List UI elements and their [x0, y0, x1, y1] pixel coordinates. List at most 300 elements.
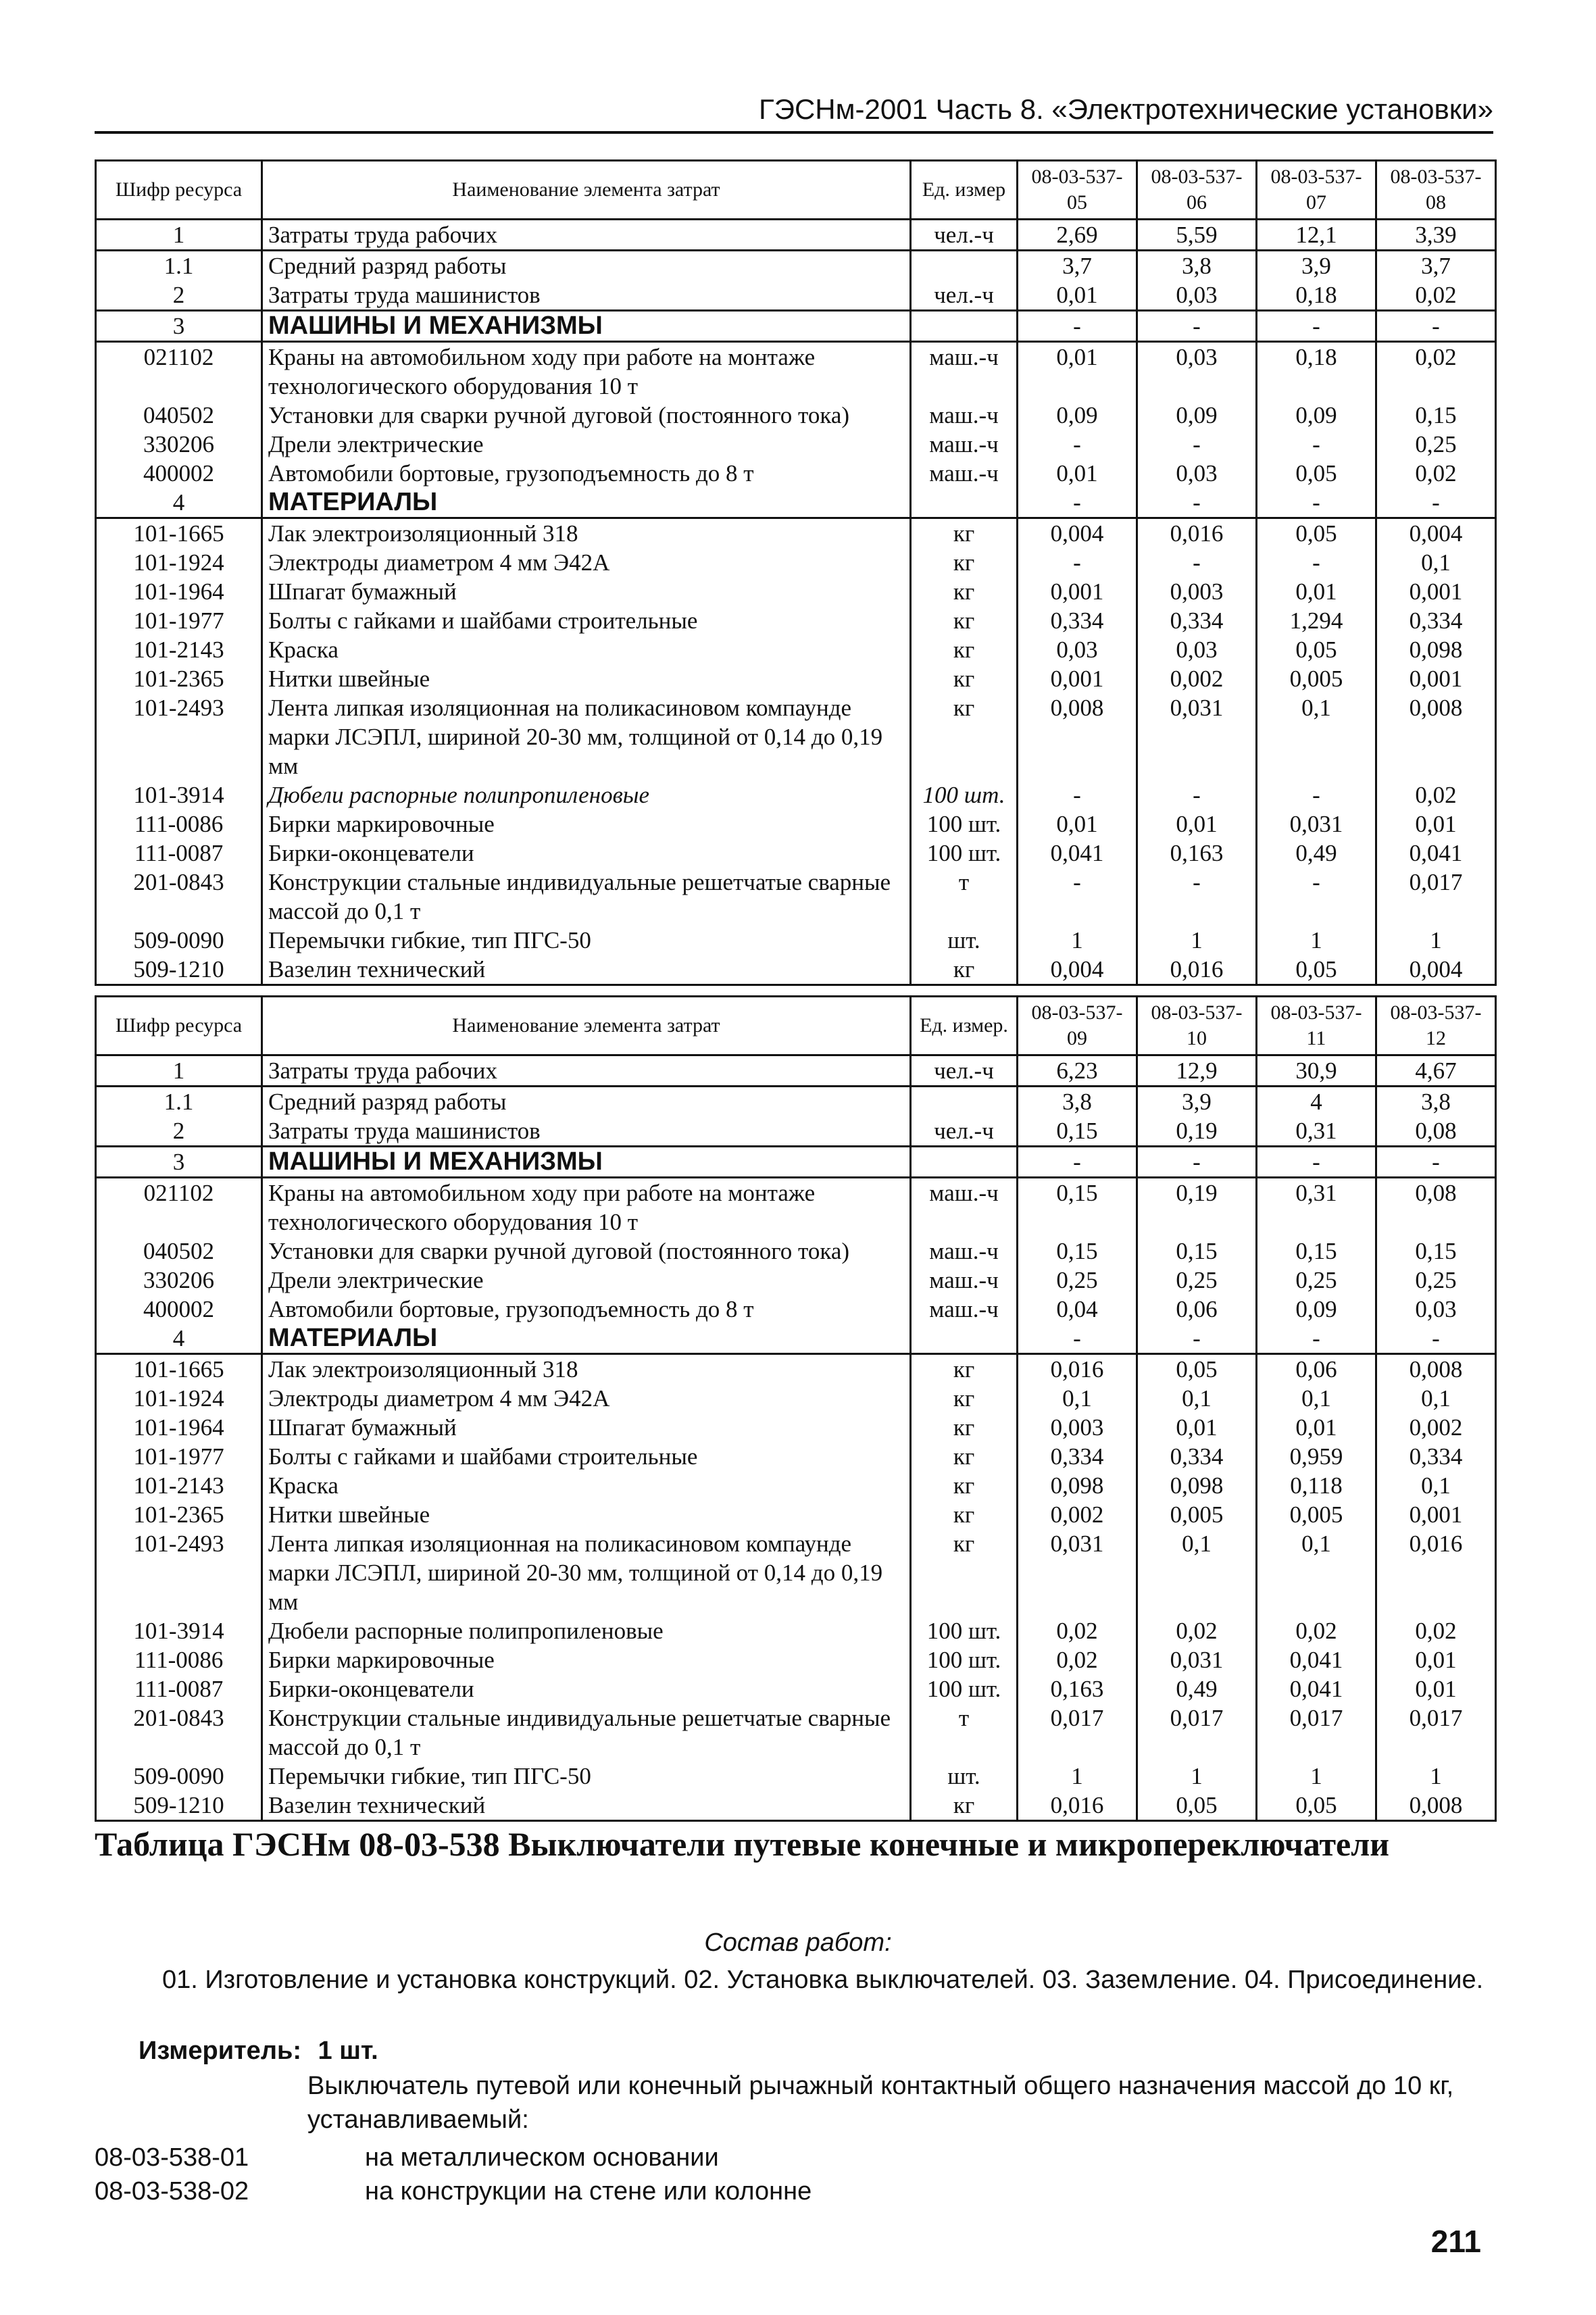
resource-name: Электроды диаметром 4 мм Э42А	[262, 1384, 911, 1413]
resource-name: Лента липкая изоляционная на поликасиновом компаунде марки ЛСЭПЛ, шириной 20-30 мм, толщиной от 0,14 до 0,19 мм	[262, 693, 911, 780]
resource-code: 111-0086	[96, 1645, 262, 1674]
resource-name: Средний разряд работы	[262, 1087, 911, 1117]
header-unit: Ед. измер	[911, 161, 1018, 220]
value-cell: 0,04	[1018, 1295, 1137, 1324]
resource-unit: чел.-ч	[911, 1116, 1018, 1147]
header-col-4: 08-03-537-12	[1376, 997, 1496, 1055]
value-cell: 0,163	[1137, 839, 1257, 868]
value-cell: 0,002	[1137, 664, 1257, 693]
resource-code: 3	[96, 311, 262, 342]
table-row	[96, 577, 1496, 606]
resource-code: 330206	[96, 430, 262, 459]
resource-name: Краны на автомобильном ходу при работе на монтаже технологического оборудования 10 т	[262, 342, 911, 401]
resource-name: Лак электроизоляционный 318	[262, 518, 911, 549]
value-cell: -	[1137, 1324, 1257, 1354]
resource-name: Шпагат бумажный	[262, 577, 911, 606]
header-col-1: 08-03-537-09	[1018, 997, 1137, 1055]
value-cell: 0,02	[1376, 780, 1496, 810]
value-cell: 3,9	[1257, 251, 1376, 281]
value-cell: 0,031	[1137, 1645, 1257, 1674]
value-cell: 0,017	[1018, 1703, 1137, 1762]
header-col-3: 08-03-537-07	[1257, 161, 1376, 220]
value-cell: -	[1257, 868, 1376, 926]
resource-unit: маш.-ч	[911, 459, 1018, 488]
value-cell: 0,18	[1257, 342, 1376, 401]
value-cell: 0,01	[1376, 1645, 1496, 1674]
value-cell: 0,05	[1257, 955, 1376, 985]
header-col-1: 08-03-537-05	[1018, 161, 1137, 220]
resource-unit: 100 шт.	[911, 1616, 1018, 1645]
value-cell: 0,334	[1018, 1442, 1137, 1471]
resource-code: 101-2143	[96, 635, 262, 664]
resource-code: 101-1964	[96, 1413, 262, 1442]
table-row	[96, 1237, 1496, 1266]
resource-unit	[911, 488, 1018, 518]
value-cell: 6,23	[1018, 1055, 1137, 1087]
value-cell: -	[1018, 1324, 1137, 1354]
table-row	[96, 1674, 1496, 1703]
value-cell: 0,041	[1018, 839, 1137, 868]
value-cell: 0,25	[1257, 1266, 1376, 1295]
resource-code: 111-0087	[96, 1674, 262, 1703]
value-cell: -	[1137, 548, 1257, 577]
value-cell: -	[1018, 488, 1137, 518]
resource-unit: кг	[911, 1529, 1018, 1616]
value-cell: 0,118	[1257, 1471, 1376, 1500]
resource-unit: т	[911, 1703, 1018, 1762]
table-row	[96, 1295, 1496, 1324]
value-cell: 0,041	[1376, 839, 1496, 868]
value-cell: 3,8	[1137, 251, 1257, 281]
resource-code: 3	[96, 1147, 262, 1178]
header-col-2: 08-03-537-06	[1137, 161, 1257, 220]
value-cell: 0,03	[1137, 635, 1257, 664]
header-code: Шифр ресурса	[96, 997, 262, 1055]
resource-name: Дрели электрические	[262, 1266, 911, 1295]
table-row	[96, 1116, 1496, 1147]
resource-name: Бирки маркировочные	[262, 810, 911, 839]
resource-code: 040502	[96, 401, 262, 430]
resource-code: 040502	[96, 1237, 262, 1266]
resource-name: Затраты труда рабочих	[262, 220, 911, 251]
value-cell: 4,67	[1376, 1055, 1496, 1087]
value-cell: 0,031	[1018, 1529, 1137, 1616]
value-cell: 0,25	[1376, 430, 1496, 459]
value-cell: -	[1257, 1147, 1376, 1178]
value-cell: 0,016	[1137, 955, 1257, 985]
value-cell: 1	[1018, 926, 1137, 955]
table-row	[96, 459, 1496, 488]
value-cell: 1	[1137, 1762, 1257, 1791]
value-cell: 1,294	[1257, 606, 1376, 635]
value-cell: 1	[1137, 926, 1257, 955]
resource-code: 021102	[96, 342, 262, 401]
resource-code: 4	[96, 488, 262, 518]
value-cell: 0,1	[1257, 1529, 1376, 1616]
value-cell: 0,02	[1376, 280, 1496, 311]
resource-name: Вазелин технический	[262, 955, 911, 985]
header-col-2: 08-03-537-10	[1137, 997, 1257, 1055]
value-cell: 0,163	[1018, 1674, 1137, 1703]
value-cell: -	[1018, 311, 1137, 342]
header-code: Шифр ресурса	[96, 161, 262, 220]
resource-code: 101-1665	[96, 518, 262, 549]
table-row	[96, 810, 1496, 839]
value-cell: 0,19	[1137, 1178, 1257, 1237]
table-row	[96, 1354, 1496, 1385]
value-cell: -	[1257, 548, 1376, 577]
section-title: Таблица ГЭСНм 08-03-538 Выключатели путевые конечные и микропереключатели	[95, 1825, 1390, 1863]
value-cell: 0,05	[1257, 518, 1376, 549]
table-row	[96, 606, 1496, 635]
value-cell: 0,03	[1376, 1295, 1496, 1324]
value-cell: 0,06	[1137, 1295, 1257, 1324]
resource-code: 509-0090	[96, 1762, 262, 1791]
resource-code: 021102	[96, 1178, 262, 1237]
resource-name: Бирки маркировочные	[262, 1645, 911, 1674]
value-cell: 0,08	[1376, 1178, 1496, 1237]
value-cell: 0,15	[1376, 401, 1496, 430]
resource-unit: чел.-ч	[911, 1055, 1018, 1087]
resource-unit: 100 шт.	[911, 1674, 1018, 1703]
resource-unit: маш.-ч	[911, 1237, 1018, 1266]
resource-name: Дюбели распорные полипропиленовые	[262, 1616, 911, 1645]
value-cell: 0,004	[1018, 955, 1137, 985]
table-row	[96, 839, 1496, 868]
value-cell: 0,334	[1018, 606, 1137, 635]
value-cell: 12,9	[1137, 1055, 1257, 1087]
table-row	[96, 488, 1496, 518]
value-cell: 0,19	[1137, 1116, 1257, 1147]
value-cell: 0,01	[1137, 810, 1257, 839]
value-cell: 0,25	[1018, 1266, 1137, 1295]
value-cell: 0,08	[1376, 1116, 1496, 1147]
resource-code: 1	[96, 1055, 262, 1087]
table-row	[96, 1324, 1496, 1354]
value-cell: 0,017	[1376, 1703, 1496, 1762]
resource-name: Затраты труда машинистов	[262, 1116, 911, 1147]
resource-unit: кг	[911, 577, 1018, 606]
resource-code: 101-3914	[96, 780, 262, 810]
resource-code: 509-1210	[96, 955, 262, 985]
value-cell: 0,016	[1018, 1354, 1137, 1385]
resource-code: 101-1665	[96, 1354, 262, 1385]
value-cell: 0,01	[1018, 280, 1137, 311]
resource-name: Краска	[262, 1471, 911, 1500]
value-cell: 3,8	[1376, 1087, 1496, 1117]
table-row	[96, 1762, 1496, 1791]
value-cell: 3,7	[1376, 251, 1496, 281]
resource-code: 201-0843	[96, 1703, 262, 1762]
table-row	[96, 280, 1496, 311]
value-cell: 0,18	[1257, 280, 1376, 311]
resource-name: Средний разряд работы	[262, 251, 911, 281]
value-cell: -	[1137, 430, 1257, 459]
value-cell: 0,031	[1257, 810, 1376, 839]
resource-code: 400002	[96, 459, 262, 488]
value-cell: 0,02	[1257, 1616, 1376, 1645]
table-row	[96, 780, 1496, 810]
value-cell: 0,041	[1257, 1674, 1376, 1703]
resource-unit: 100 шт.	[911, 839, 1018, 868]
value-cell: 0,03	[1137, 342, 1257, 401]
item-text: на конструкции на стене или колонне	[365, 2177, 812, 2206]
resource-unit: кг	[911, 1500, 1018, 1529]
value-cell: 0,15	[1018, 1178, 1137, 1237]
resource-name: МАШИНЫ И МЕХАНИЗМЫ	[262, 1147, 911, 1178]
value-cell: 0,01	[1376, 1674, 1496, 1703]
resource-unit: кг	[911, 606, 1018, 635]
table-row	[96, 693, 1496, 780]
value-cell: -	[1137, 868, 1257, 926]
value-cell: 0,01	[1018, 342, 1137, 401]
resource-code: 101-3914	[96, 1616, 262, 1645]
value-cell: 0,01	[1018, 459, 1137, 488]
value-cell: 1	[1257, 1762, 1376, 1791]
value-cell: 0,1	[1257, 1384, 1376, 1413]
resource-unit: маш.-ч	[911, 401, 1018, 430]
value-cell: 0,02	[1376, 342, 1496, 401]
value-cell: 0,017	[1137, 1703, 1257, 1762]
value-cell: -	[1137, 488, 1257, 518]
value-cell: -	[1137, 311, 1257, 342]
value-cell: 0,334	[1137, 1442, 1257, 1471]
resource-unit: маш.-ч	[911, 1266, 1018, 1295]
resource-code: 101-2493	[96, 693, 262, 780]
resource-name: Дрели электрические	[262, 430, 911, 459]
value-cell: 0,02	[1137, 1616, 1257, 1645]
resource-code: 201-0843	[96, 868, 262, 926]
resource-unit	[911, 1087, 1018, 1117]
resource-name: Перемычки гибкие, тип ПГС-50	[262, 1762, 911, 1791]
resource-name: Болты с гайками и шайбами строительные	[262, 1442, 911, 1471]
table-row	[96, 1413, 1496, 1442]
value-cell: -	[1257, 430, 1376, 459]
value-cell: 0,002	[1018, 1500, 1137, 1529]
table-row	[96, 1147, 1496, 1178]
item-text: на металлическом основании	[365, 2143, 719, 2172]
table-header-row	[96, 161, 1496, 220]
value-cell: 0,004	[1376, 518, 1496, 549]
value-cell: 0,05	[1257, 1791, 1376, 1821]
value-cell: 0,008	[1376, 693, 1496, 780]
header-col-3: 08-03-537-11	[1257, 997, 1376, 1055]
resource-unit: маш.-ч	[911, 1178, 1018, 1237]
resource-code: 4	[96, 1324, 262, 1354]
table-row	[96, 430, 1496, 459]
table-row	[96, 1616, 1496, 1645]
table-row	[96, 401, 1496, 430]
value-cell: 0,334	[1376, 606, 1496, 635]
measure-label: Измеритель:	[139, 2037, 301, 2065]
resource-table-2	[95, 995, 1497, 1822]
resource-code: 1.1	[96, 1087, 262, 1117]
resource-code: 101-2365	[96, 664, 262, 693]
resource-code: 101-1964	[96, 577, 262, 606]
value-cell: 0,1	[1257, 693, 1376, 780]
resource-code: 101-1924	[96, 548, 262, 577]
table-row	[96, 1500, 1496, 1529]
value-cell: 0,25	[1376, 1266, 1496, 1295]
page-number: 211	[1430, 2224, 1481, 2259]
resource-name: Затраты труда рабочих	[262, 1055, 911, 1087]
value-cell: 0,09	[1257, 1295, 1376, 1324]
value-cell: -	[1137, 780, 1257, 810]
resource-unit: кг	[911, 1442, 1018, 1471]
table-header-row	[96, 997, 1496, 1055]
value-cell: -	[1376, 1324, 1496, 1354]
resource-name: Лак электроизоляционный 318	[262, 1354, 911, 1385]
value-cell: -	[1257, 1324, 1376, 1354]
table-row	[96, 1703, 1496, 1762]
item-code: 08-03-538-02	[95, 2177, 249, 2206]
value-cell: 0,15	[1376, 1237, 1496, 1266]
table-row	[96, 220, 1496, 251]
resource-unit: кг	[911, 548, 1018, 577]
resource-code: 101-2143	[96, 1471, 262, 1500]
resource-unit	[911, 251, 1018, 281]
value-cell: 0,1	[1137, 1529, 1257, 1616]
resource-code: 400002	[96, 1295, 262, 1324]
value-cell: 0,03	[1137, 459, 1257, 488]
resource-code: 1.1	[96, 251, 262, 281]
value-cell: 2,69	[1018, 220, 1137, 251]
value-cell: 0,31	[1257, 1116, 1376, 1147]
item-code: 08-03-538-01	[95, 2143, 249, 2172]
resource-name: Электроды диаметром 4 мм Э42А	[262, 548, 911, 577]
header-name: Наименование элемента затрат	[262, 161, 911, 220]
table-row	[96, 926, 1496, 955]
resource-name: Конструкции стальные индивидуальные решетчатые сварные массой до 0,1 т	[262, 1703, 911, 1762]
resource-code: 111-0087	[96, 839, 262, 868]
resource-name: Нитки швейные	[262, 664, 911, 693]
header-col-4: 08-03-537-08	[1376, 161, 1496, 220]
value-cell: 0,03	[1018, 635, 1137, 664]
value-cell: 0,49	[1137, 1674, 1257, 1703]
resource-unit: кг	[911, 1471, 1018, 1500]
value-cell: 0,05	[1257, 459, 1376, 488]
resource-name: МАТЕРИАЛЫ	[262, 1324, 911, 1354]
value-cell: 1	[1376, 926, 1496, 955]
page-header: ГЭСНм-2001 Часть 8. «Электротехнические установки»	[95, 93, 1493, 134]
value-cell: -	[1257, 311, 1376, 342]
resource-code: 509-0090	[96, 926, 262, 955]
resource-unit: кг	[911, 1791, 1018, 1821]
value-cell: 0,1	[1376, 1384, 1496, 1413]
value-cell: 0,05	[1257, 635, 1376, 664]
value-cell: 0,01	[1137, 1413, 1257, 1442]
value-cell: 0,01	[1018, 810, 1137, 839]
header-name: Наименование элемента затрат	[262, 997, 911, 1055]
table-row	[96, 664, 1496, 693]
resource-name: Установки для сварки ручной дуговой (постоянного тока)	[262, 401, 911, 430]
value-cell: 30,9	[1257, 1055, 1376, 1087]
value-cell: 0,001	[1376, 664, 1496, 693]
value-cell: -	[1257, 488, 1376, 518]
value-cell: 3,39	[1376, 220, 1496, 251]
table-row	[96, 1087, 1496, 1117]
resource-unit: кг	[911, 1384, 1018, 1413]
value-cell: 0,15	[1018, 1116, 1137, 1147]
value-cell: 0,098	[1376, 635, 1496, 664]
value-cell: 0,003	[1018, 1413, 1137, 1442]
value-cell: 0,098	[1137, 1471, 1257, 1500]
resource-code: 101-1977	[96, 606, 262, 635]
value-cell: 3,7	[1018, 251, 1137, 281]
table-row	[96, 1645, 1496, 1674]
table-row	[96, 518, 1496, 549]
resource-code: 111-0086	[96, 810, 262, 839]
table-row	[96, 955, 1496, 985]
resource-name: Краны на автомобильном ходу при работе на монтаже технологического оборудования 10 т	[262, 1178, 911, 1237]
value-cell: 0,15	[1018, 1237, 1137, 1266]
value-cell: 0,09	[1257, 401, 1376, 430]
value-cell: 0,334	[1376, 1442, 1496, 1471]
value-cell: 0,09	[1018, 401, 1137, 430]
value-cell: 0,003	[1137, 577, 1257, 606]
table-row	[96, 1471, 1496, 1500]
table-row	[96, 251, 1496, 281]
value-cell: -	[1376, 488, 1496, 518]
value-cell: 0,1	[1137, 1384, 1257, 1413]
value-cell: 0,016	[1376, 1529, 1496, 1616]
resource-name: Дюбели распорные полипропиленовые	[262, 780, 911, 810]
resource-name: Нитки швейные	[262, 1500, 911, 1529]
value-cell: -	[1018, 1147, 1137, 1178]
resource-name: Автомобили бортовые, грузоподъемность до 8 т	[262, 1295, 911, 1324]
description: Выключатель путевой или конечный рычажный контактный общего назначения массой до 10 кг, устанавливаемый:	[307, 2072, 1454, 2134]
value-cell: 0,01	[1257, 577, 1376, 606]
resource-code: 2	[96, 280, 262, 311]
table-row	[96, 1529, 1496, 1616]
resource-code: 101-1924	[96, 1384, 262, 1413]
resource-unit: кг	[911, 635, 1018, 664]
resource-unit: маш.-ч	[911, 1295, 1018, 1324]
value-cell: 0,15	[1137, 1237, 1257, 1266]
value-cell: 0,02	[1018, 1616, 1137, 1645]
value-cell: 0,31	[1257, 1178, 1376, 1237]
resource-code: 101-2365	[96, 1500, 262, 1529]
value-cell: 3,9	[1137, 1087, 1257, 1117]
resource-unit: маш.-ч	[911, 342, 1018, 401]
value-cell: 0,05	[1137, 1791, 1257, 1821]
value-cell: 0,49	[1257, 839, 1376, 868]
value-cell: 0,03	[1137, 280, 1257, 311]
resource-name: Конструкции стальные индивидуальные решетчатые сварные массой до 0,1 т	[262, 868, 911, 926]
value-cell: 0,02	[1018, 1645, 1137, 1674]
resource-unit	[911, 1147, 1018, 1178]
value-cell: -	[1137, 1147, 1257, 1178]
resource-table-1	[95, 159, 1497, 986]
value-cell: 0,1	[1376, 1471, 1496, 1500]
resource-unit: кг	[911, 664, 1018, 693]
value-cell: 0,02	[1376, 1616, 1496, 1645]
work-text: 01. Изготовление и установка конструкций. 02. Установка выключателей. 03. Заземление. 04. Присоединение.	[162, 1966, 1484, 1994]
resource-name: Краска	[262, 635, 911, 664]
table-row	[96, 635, 1496, 664]
value-cell: 0,25	[1137, 1266, 1257, 1295]
value-cell: 0,008	[1376, 1791, 1496, 1821]
value-cell: 0,017	[1376, 868, 1496, 926]
value-cell: -	[1376, 311, 1496, 342]
header-unit: Ед. измер.	[911, 997, 1018, 1055]
table-row	[96, 548, 1496, 577]
value-cell: 0,008	[1018, 693, 1137, 780]
resource-code: 101-2493	[96, 1529, 262, 1616]
value-cell: 12,1	[1257, 220, 1376, 251]
value-cell: 0,15	[1257, 1237, 1376, 1266]
value-cell: 0,001	[1018, 664, 1137, 693]
